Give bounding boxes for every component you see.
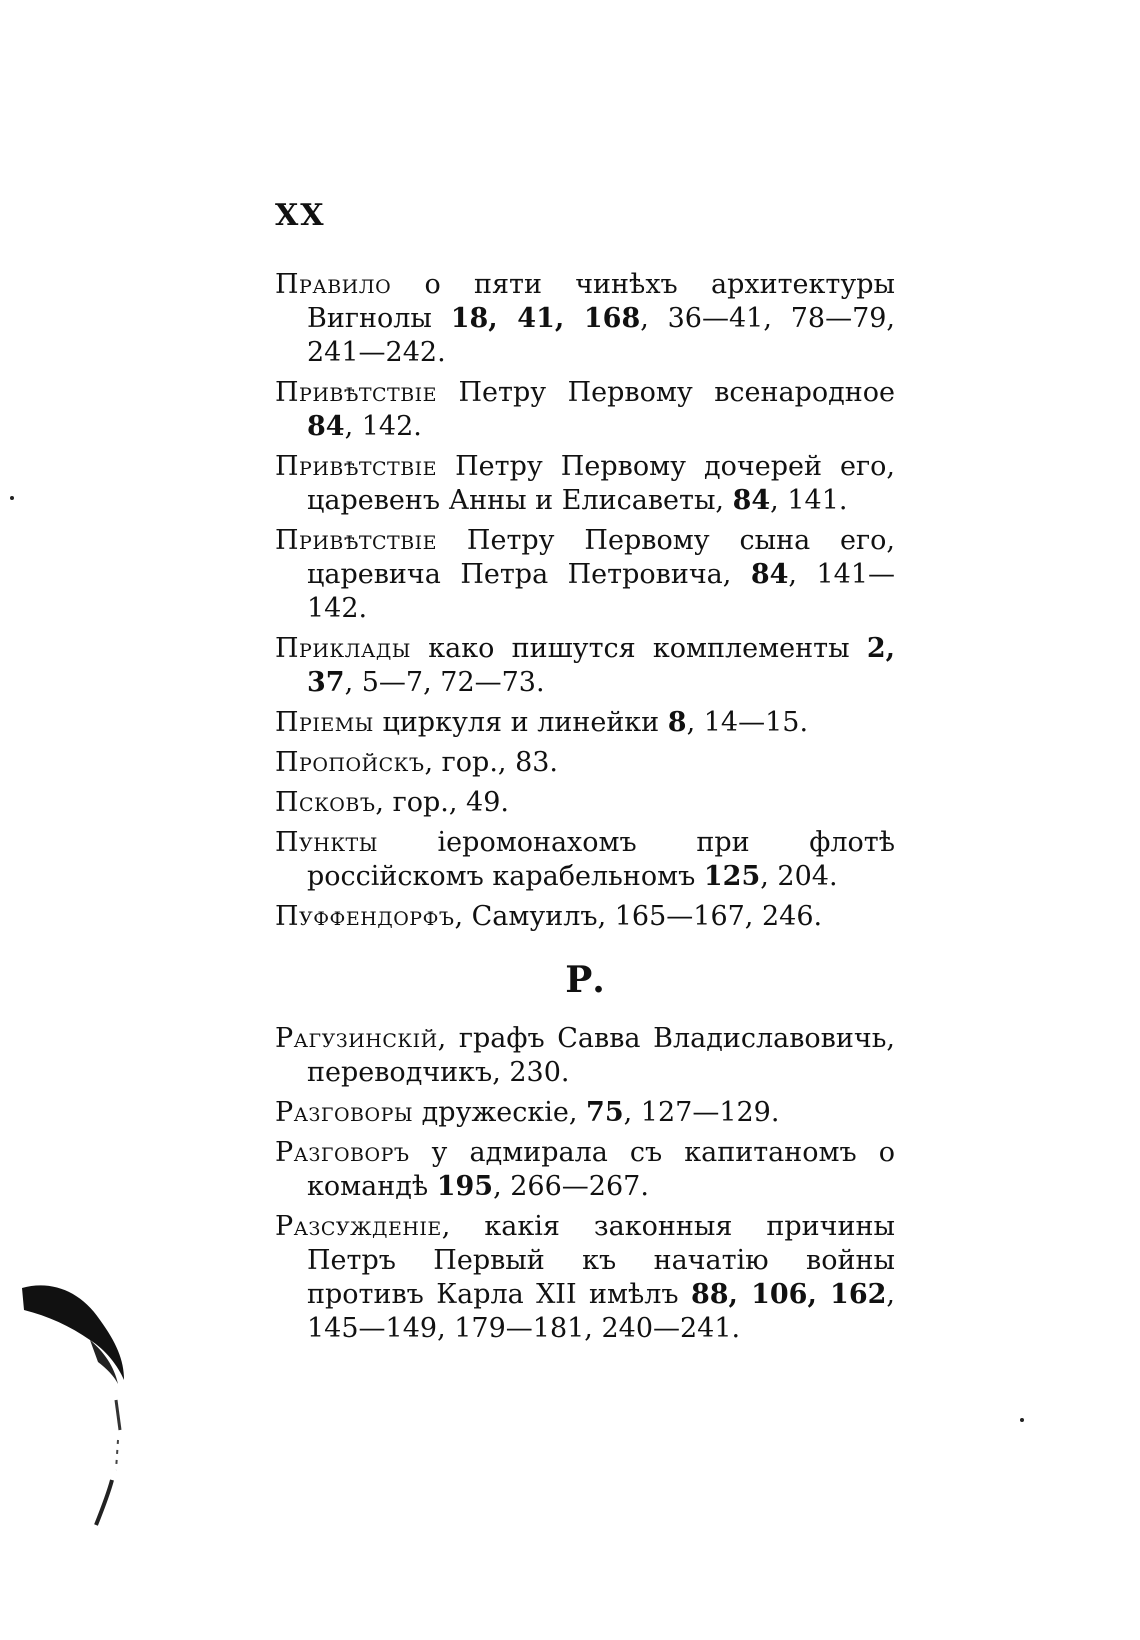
index-entry (275, 826, 895, 894)
entry-heading: Правило (275, 269, 392, 300)
entry-description: Петру Первому сына его, царевича Петра Петровича, (307, 525, 895, 590)
entry-page-references: , 142. (344, 411, 422, 442)
entry-heading: Пріемы (275, 707, 374, 738)
entry-description: циркуля и линейки (373, 707, 668, 738)
index-entry (275, 268, 895, 370)
entry-description: , гор., 49. (375, 787, 509, 818)
entry-page-references: , 14—15. (686, 707, 809, 738)
entry-page-references: , 36—41, 78—79, 241—242. (307, 303, 896, 368)
index-group-p (275, 268, 895, 934)
entry-description: , какія законныя причины Петръ Первый къ начатію войны противъ Карла XII имѣлъ (307, 1211, 895, 1310)
entry-bold-references: 125 (703, 861, 761, 892)
entry-heading: Пуффендорфъ (275, 901, 455, 932)
speck (10, 496, 14, 500)
entry-description: дружескіе, (413, 1097, 587, 1128)
index-entry (275, 786, 895, 820)
entry-heading: Приклады (275, 633, 411, 664)
index-entry (275, 1136, 895, 1204)
entry-heading: Разговоръ (275, 1137, 410, 1168)
entry-bold-references: 2, 37 (307, 633, 895, 698)
speck (1020, 1418, 1024, 1422)
entry-heading: Псковъ (275, 787, 376, 818)
entry-heading: Рагузинскій (275, 1023, 438, 1054)
entry-heading: Привѣтствіе (275, 451, 438, 482)
index-entry (275, 1022, 895, 1090)
entry-description: у адмирала съ капитаномъ о командѣ (307, 1137, 895, 1202)
entry-page-references: , 127—129. (623, 1097, 780, 1128)
entry-page-references: , 141—142. (307, 559, 896, 624)
entry-bold-references: 75 (586, 1097, 624, 1128)
entry-bold-references: 84 (732, 485, 771, 516)
entry-description: , гор., 83. (424, 747, 559, 778)
entry-description: , Самуилъ, 165—167, 246. (454, 901, 823, 932)
entry-heading: Пункты (275, 827, 378, 858)
entry-description: , графъ Савва Владиславовичь, переводчикъ, 230. (307, 1023, 895, 1088)
entry-bold-references: 84 (307, 411, 345, 442)
section-letter: Р. (565, 959, 605, 1001)
index-entry (275, 900, 895, 934)
entry-heading: Разговоры (275, 1097, 414, 1128)
index-entry (275, 706, 895, 740)
index-group-r (275, 1022, 895, 1346)
entry-heading: Привѣтствіе (275, 525, 438, 556)
entry-bold-references: 88, 106, 162 (690, 1279, 887, 1310)
entry-description: Петру Первому дочерей его, царевенъ Анны и Елисаветы, (307, 451, 895, 516)
entry-bold-references: 8 (667, 707, 687, 738)
index-entry (275, 1210, 895, 1346)
entry-heading: Привѣтствіе (275, 377, 438, 408)
index-entry (275, 450, 895, 518)
page-number: XX (275, 198, 326, 233)
entry-description: како пишутся комплементы (411, 633, 867, 664)
entry-bold-references: 84 (750, 559, 789, 590)
index-entry (275, 1096, 895, 1130)
index-column (275, 268, 895, 1352)
index-entry (275, 746, 895, 780)
index-entry (275, 524, 895, 626)
entry-page-references: , 5—7, 72—73. (344, 667, 545, 698)
index-entry (275, 632, 895, 700)
entry-heading: Разсужденіе (275, 1211, 442, 1242)
entry-description: о пяти чинѣхъ архитектуры Вигнолы (307, 269, 895, 334)
entry-heading: Пропойскъ (275, 747, 425, 778)
entry-page-references: , 266—267. (493, 1171, 649, 1202)
entry-page-references: , 145—149, 179—181, 240—241. (307, 1279, 895, 1344)
index-entry (275, 376, 895, 444)
entry-description: іеромонахомъ при флотѣ россійскомъ карабельномъ (307, 827, 895, 892)
entry-bold-references: 18, 41, 168 (450, 303, 641, 334)
ink-smudge (20, 1280, 140, 1530)
entry-bold-references: 195 (436, 1171, 494, 1202)
entry-page-references: , 141. (770, 485, 848, 516)
entry-description: Петру Первому всенародное (437, 377, 895, 408)
entry-page-references: , 204. (760, 861, 838, 892)
